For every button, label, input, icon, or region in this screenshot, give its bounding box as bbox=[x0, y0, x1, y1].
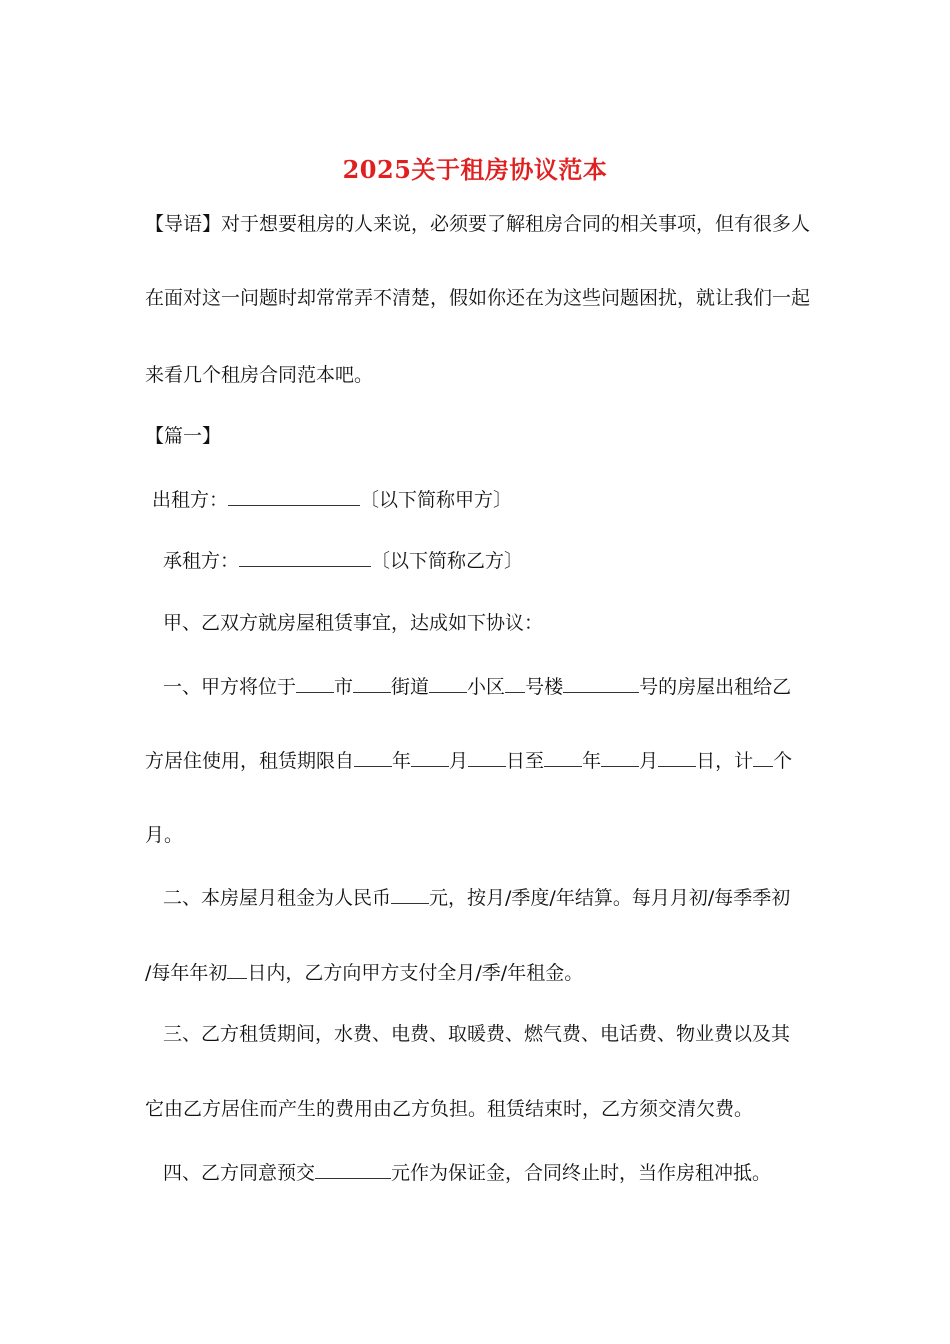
lessor-line bbox=[152, 487, 512, 512]
clause2-text-b: 元，按月/季度/年结算。每月月初/每季季初 bbox=[429, 887, 791, 909]
section-heading: 【篇一】 bbox=[145, 425, 222, 447]
document-title: 2025关于租房协议范本 bbox=[342, 155, 608, 184]
lessee-blank bbox=[239, 548, 371, 567]
clause4-text-b: 元作为保证金，合同终止时，当作房租冲抵。 bbox=[391, 1162, 772, 1184]
clause4-text-a: 四、乙方同意预交 bbox=[163, 1162, 316, 1184]
clause1-text-k: 年 bbox=[582, 750, 602, 772]
lessee-line bbox=[163, 548, 523, 573]
clause1-line-3: 月。 bbox=[145, 824, 184, 846]
clause4-line-1 bbox=[163, 1160, 771, 1185]
intro-line-3: 来看几个租房合同范本吧。 bbox=[145, 364, 374, 386]
clause1-text-c: 街道 bbox=[391, 676, 430, 698]
months-count-blank bbox=[753, 748, 773, 767]
start-day-blank bbox=[468, 748, 506, 767]
clause1-text-i: 月 bbox=[449, 750, 469, 772]
city-blank bbox=[296, 674, 334, 693]
lessee-suffix: 〔以下简称乙方〕 bbox=[371, 550, 524, 572]
clause2-text-d: 日内，乙方向甲方支付全月/季/年租金。 bbox=[247, 962, 584, 984]
lessor-suffix: 〔以下简称甲方〕 bbox=[360, 489, 513, 511]
clause1-text-m: 日，计 bbox=[696, 750, 754, 772]
clause1-text-n: 个 bbox=[773, 750, 793, 772]
end-month-blank bbox=[601, 748, 639, 767]
room-blank bbox=[563, 674, 639, 693]
rent-amount-blank bbox=[391, 885, 429, 904]
community-blank bbox=[429, 674, 467, 693]
start-year-blank bbox=[354, 748, 392, 767]
street-blank bbox=[353, 674, 391, 693]
clause1-text-f: 号的房屋出租给乙 bbox=[639, 676, 792, 698]
agreement-intro: 甲、乙双方就房屋租赁事宜，达成如下协议： bbox=[163, 612, 544, 634]
clause3-line-2: 它由乙方居住而产生的费用由乙方负担。租赁结束时，乙方须交清欠费。 bbox=[145, 1098, 754, 1120]
clause1-text-j: 日至 bbox=[506, 750, 545, 772]
end-day-blank bbox=[658, 748, 696, 767]
building-blank bbox=[505, 674, 525, 693]
clause1-text-a: 一、甲方将位于 bbox=[163, 676, 297, 698]
intro-line-1: 【导语】对于想要租房的人来说，必须要了解租房合同的相关事项，但有很多人 bbox=[145, 213, 811, 235]
end-year-blank bbox=[544, 748, 582, 767]
payment-days-blank bbox=[227, 960, 247, 979]
lessee-label: 承租方： bbox=[163, 550, 240, 572]
clause1-text-g: 方居住使用，租赁期限自 bbox=[145, 750, 355, 772]
intro-line-2: 在面对这一问题时却常常弄不清楚，假如你还在为这些问题困扰，就让我们一起 bbox=[145, 287, 811, 309]
clause1-text-e: 号楼 bbox=[525, 676, 564, 698]
clause1-text-d: 小区 bbox=[467, 676, 506, 698]
start-month-blank bbox=[411, 748, 449, 767]
clause2-text-c: /每年年初 bbox=[145, 962, 228, 984]
clause2-text-a: 二、本房屋月租金为人民币 bbox=[163, 887, 392, 909]
clause1-text-l: 月 bbox=[639, 750, 659, 772]
clause3-line-1: 三、乙方租赁期间，水费、电费、取暖费、燃气费、电话费、物业费以及其 bbox=[163, 1023, 791, 1045]
deposit-blank bbox=[315, 1160, 391, 1179]
clause1-line-2 bbox=[145, 748, 792, 773]
lessor-label: 出租方： bbox=[152, 489, 229, 511]
clause1-text-b: 市 bbox=[334, 676, 354, 698]
clause1-text-h: 年 bbox=[392, 750, 412, 772]
lessor-blank bbox=[228, 487, 360, 506]
clause2-line-1 bbox=[163, 885, 790, 910]
clause1-line-1 bbox=[163, 674, 791, 699]
clause2-line-2 bbox=[145, 960, 583, 985]
